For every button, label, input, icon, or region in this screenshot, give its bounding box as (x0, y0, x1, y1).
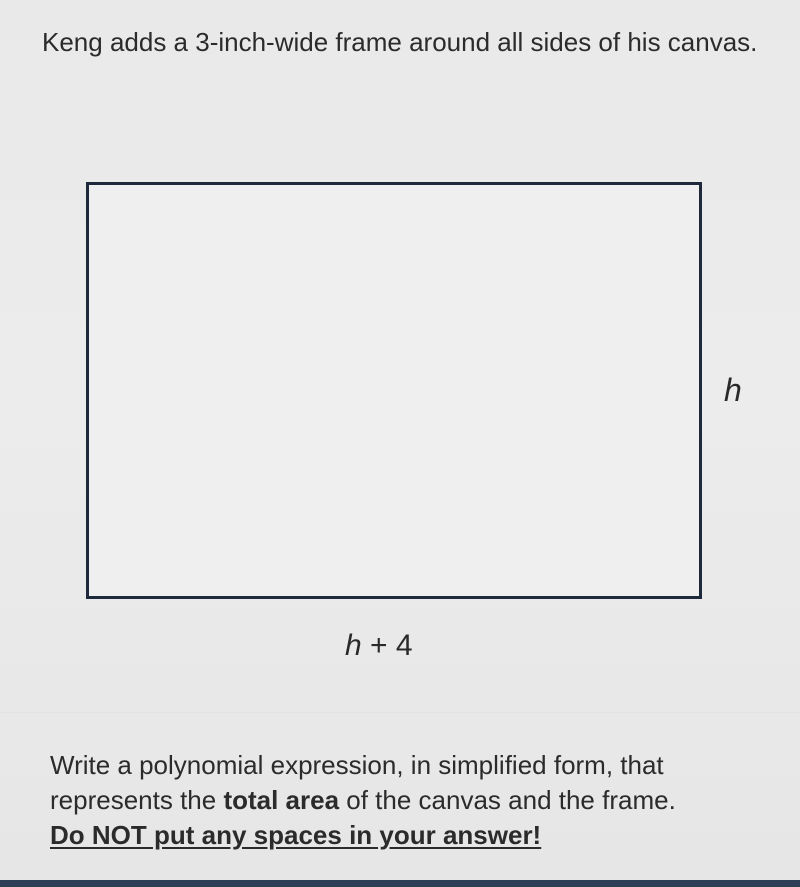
section-divider (0, 712, 800, 713)
canvas-rectangle (86, 182, 702, 599)
width-label (345, 629, 413, 663)
no-spaces-warning: Do NOT put any spaces in your answer! (50, 820, 542, 850)
height-label: h (724, 372, 742, 408)
question-text-start: Write a polynomial expression, in simplified form, that represents the (50, 750, 664, 815)
question-emphasis: total area (223, 785, 340, 815)
width-label-variable: h (345, 629, 362, 662)
question-text-end: of the canvas and the frame. (339, 785, 676, 815)
width-label-rest: + 4 (361, 629, 413, 662)
problem-intro: Keng adds a 3-inch-wide frame around all sides of his canvas. (42, 27, 758, 57)
bottom-bar (0, 880, 800, 887)
question-prompt (50, 748, 780, 853)
